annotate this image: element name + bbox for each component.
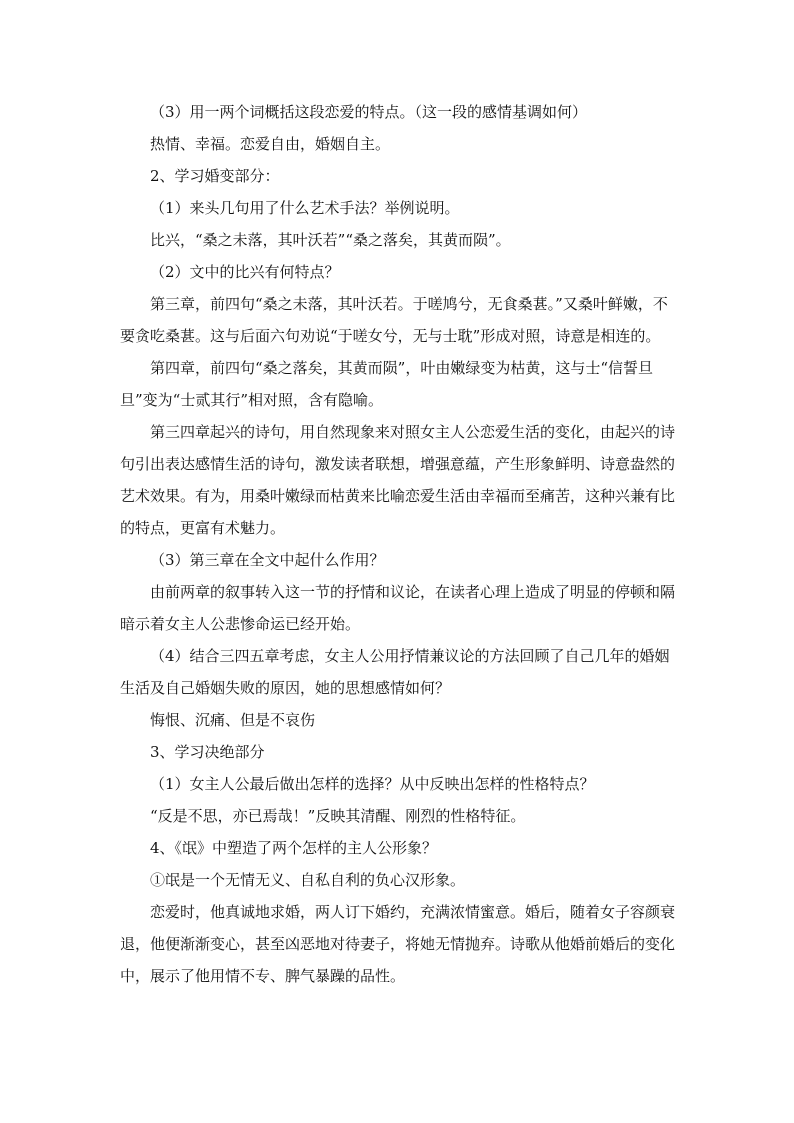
question-2-bixing: （2）文中的比兴有何特点？ xyxy=(150,263,340,281)
answer-1-technique: 比兴，“桑之未落，其叶沃若”“桑之落矣，其黄而陨”。 xyxy=(150,231,511,249)
question-4-feelings: （4）结合三四五章考虑，女主人公用抒情兼议论的方法回顾了自己几年的婚姻生活及自己婚姻失败的原因，她的思想感情如何？ xyxy=(120,647,670,697)
answer-3-summary: 热情、幸福。恋爱自由，婚姻自主。 xyxy=(150,135,391,153)
document-body xyxy=(120,96,680,992)
point-1-character: ①氓是一个无情无义、自私自利的负心汉形象。 xyxy=(150,871,466,889)
question-1-technique: （1）来头几句用了什么艺术手法？举例说明。 xyxy=(150,199,460,217)
question-3-summary: （3）用一两个词概括这段恋爱的特点。（这一段的感情基调如何） xyxy=(150,103,588,121)
answer-4-feelings: 悔恨、沉痛、但是不哀伤 xyxy=(150,711,316,729)
section-heading-decision: 3、学习决绝部分 xyxy=(150,743,265,761)
paragraph-chapter-four: 第四章，前四句“桑之落矣，其黄而陨”，叶由嫩绿变为枯黄，这与士“信誓旦旦”变为“士贰其行”相对照，含有隐喻。 xyxy=(120,359,654,409)
section-heading-characters: 4、《氓》中塑造了两个怎样的主人公形象？ xyxy=(150,839,438,857)
question-1-choice: （1）女主人公最后做出怎样的选择？从中反映出怎样的性格特点？ xyxy=(150,775,595,793)
paragraph-chapters-three-four: 第三四章起兴的诗句，用自然现象来对照女主人公恋爱生活的变化，由起兴的诗句引出表达感情生活的诗句，激发读者联想，增强意蕴，产生形象鲜明、诗意盎然的艺术效果。有为，用桑叶嫩绿而枯黄来比喻恋爱生活由幸福而至痛苦，这种兴兼有比的特点，更富有术魅力。 xyxy=(120,423,676,537)
paragraph-chapter-three: 第三章，前四句“桑之未落，其叶沃若。于嗟鸠兮，无食桑葚。”又桑叶鲜嫩，不要贪吃桑葚。这与后面六句劝说“于嗟女兮，无与士耽”形成对照，诗意是相连的。 xyxy=(120,295,668,345)
question-3-role: （3）第三章在全文中起什么作用？ xyxy=(150,551,385,569)
section-heading-marriage-change: 2、学习婚变部分： xyxy=(150,167,280,185)
answer-3-role: 由前两章的叙事转入这一节的抒情和议论，在读者心理上造成了明显的停顿和隔暗示着女主人公悲惨命运已经开始。 xyxy=(120,583,676,633)
answer-1-choice: “反是不思，亦已焉哉！”反映其清醒、刚烈的性格特征。 xyxy=(150,807,526,825)
paragraph-character-analysis: 恋爱时，他真诚地求婚，两人订下婚约，充满浓情蜜意。婚后，随着女子容颜衰退，他便渐渐变心，甚至凶恶地对待妻子，将她无情抛弃。诗歌从他婚前婚后的变化中，展示了他用情不专、脾气暴躁的品性。 xyxy=(120,903,676,985)
